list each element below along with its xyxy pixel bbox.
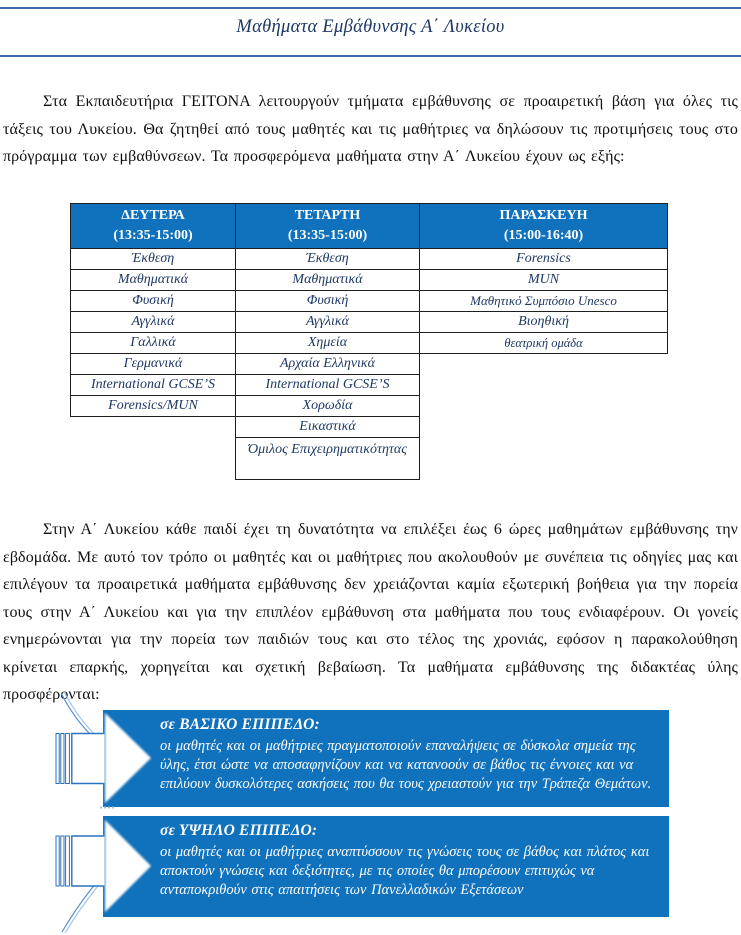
table-cell: Αγγλικά — [70, 311, 236, 333]
column-header-friday — [419, 203, 668, 249]
table-cell: Γερμανικά — [70, 353, 236, 375]
courses-table — [70, 203, 668, 480]
table-cell: International GCSE’S — [70, 374, 236, 396]
table-column-monday — [70, 203, 236, 417]
basic-level-heading: σε ΒΑΣΙΚΟ ΕΠΙΠΕΔΟ: — [160, 716, 320, 733]
table-column-friday — [419, 203, 668, 354]
table-cell: Forensics/MUN — [70, 395, 236, 417]
table-cell: Μαθηματικά — [235, 269, 420, 291]
table-cell: Φυσική — [70, 290, 236, 312]
table-cell: Αγγλικά — [235, 311, 420, 333]
header-time: (13:35-15:00) — [113, 228, 193, 243]
details-paragraph: Στην Α΄ Λυκείου κάθε παιδί έχει τη δυνατότητα να επιλέξει έως 6 ώρες μαθημάτων εμβάθυνσης την εβδομάδα. Με αυτό τον τρόπο οι μαθητές και οι μαθήτριες που ακολουθούν με συνέπεια τις οδηγίες μας και επιλέγουν τα προαιρετικά μαθήματα εμβάθυνσης δεν χρειάζονται καμία εξωτερική βοήθεια για την πορεία τους στην Α΄ Λυκείου και για την επιπλέον εμβάθυνση στα μαθήματα που τους ενδιαφέρουν. Οι γονείς ενημερώνονται για την πορεία των παιδιών τους και στο τέλος της χρονιάς, εφόσον η παρακολούθηση κρίνεται επαρκής, χορηγείται και σχετική βεβαίωση. Τα μαθήματα εμβάθυνσης της διδακτέας ύλης προσφέρονται: — [3, 521, 738, 703]
high-level-banner — [103, 816, 669, 917]
table-cell: Όμιλος Επιχειρηματικότητας — [235, 437, 420, 480]
table-cell: Μαθηματικά — [70, 269, 236, 291]
high-level-text: οι μαθητές και οι μαθήτριες αναπτύσσουν τις γνώσεις τους σε βάθος και πλάτος και αποκτούν γνώσεις και δεξιότητες, με τις οποίες θα μπορέσουν επιτυχώς να ανταποκριθούν στις απαιτήσεις των Πανελλαδικών Εξετάσεων — [160, 844, 650, 898]
high-level-heading: σε ΥΨΗΛΟ ΕΠΙΠΕΔΟ: — [160, 822, 318, 839]
title-rule-bottom — [0, 55, 741, 57]
column-header-wednesday — [235, 203, 420, 249]
header-time: (15:00-16:40) — [503, 228, 584, 243]
table-cell: Χημεία — [235, 332, 420, 354]
table-cell: Εικαστικά — [235, 416, 420, 438]
header-day: ΤΕΤΑΡΤΗ — [294, 208, 361, 223]
table-cell: Χορωδία — [235, 395, 420, 417]
header-day: ΔΕΥΤΕΡΑ — [121, 208, 185, 223]
basic-level-text: οι μαθητές και οι μαθήτριες πραγματοποιούν επαναλήψεις σε δύσκολα σημεία της ύλης, έτσι ώστε να αποσαφηνίζουν και να κατανοούν σε βάθος τις έννοιες και να επιλύουν δυσκολότερες ασκήσεις που θα τους χρειαστούν για την Τράπεζα Θεμάτων. — [160, 738, 652, 792]
header-day: ΠΑΡΑΣΚΕΥΗ — [499, 208, 588, 223]
table-column-wednesday — [235, 203, 420, 480]
basic-level-banner — [103, 710, 669, 807]
table-cell: Φυσική — [235, 290, 420, 312]
page-title: Μαθήματα Εμβάθυνσης Α΄ Λυκείου — [236, 17, 505, 37]
table-cell: Βιοηθική — [419, 311, 668, 333]
table-cell: θεατρική ομάδα — [419, 332, 668, 354]
table-cell: MUN — [419, 269, 668, 291]
table-cell: Αρχαία Ελληνικά — [235, 353, 420, 375]
table-cell: Forensics — [419, 248, 668, 270]
column-header-monday — [70, 203, 236, 249]
table-cell: Έκθεση — [70, 248, 236, 270]
header-time: (13:35-15:00) — [287, 228, 368, 243]
table-cell: Γαλλικά — [70, 332, 236, 354]
title-rule-top — [0, 7, 741, 9]
intro-paragraph: Στα Εκπαιδευτήρια ΓΕΙΤΟΝΑ λειτουργούν τμήματα εμβάθυνσης σε προαιρετική βάση για όλες τις τάξεις του Λυκείου. Θα ζητηθεί από τους μαθητές και τις μαθήτριες να δηλώσουν τις προτιμήσεις τους στο πρόγραμμα των εμβαθύνσεων. Τα προσφερόμενα μαθήματα στην Α΄ Λυκείου έχουν ως εξής: — [3, 93, 738, 165]
table-cell: Έκθεση — [235, 248, 420, 270]
table-cell: Μαθητικό Συμπόσιο Unesco — [419, 290, 668, 312]
table-cell: International GCSE’S — [235, 374, 420, 396]
